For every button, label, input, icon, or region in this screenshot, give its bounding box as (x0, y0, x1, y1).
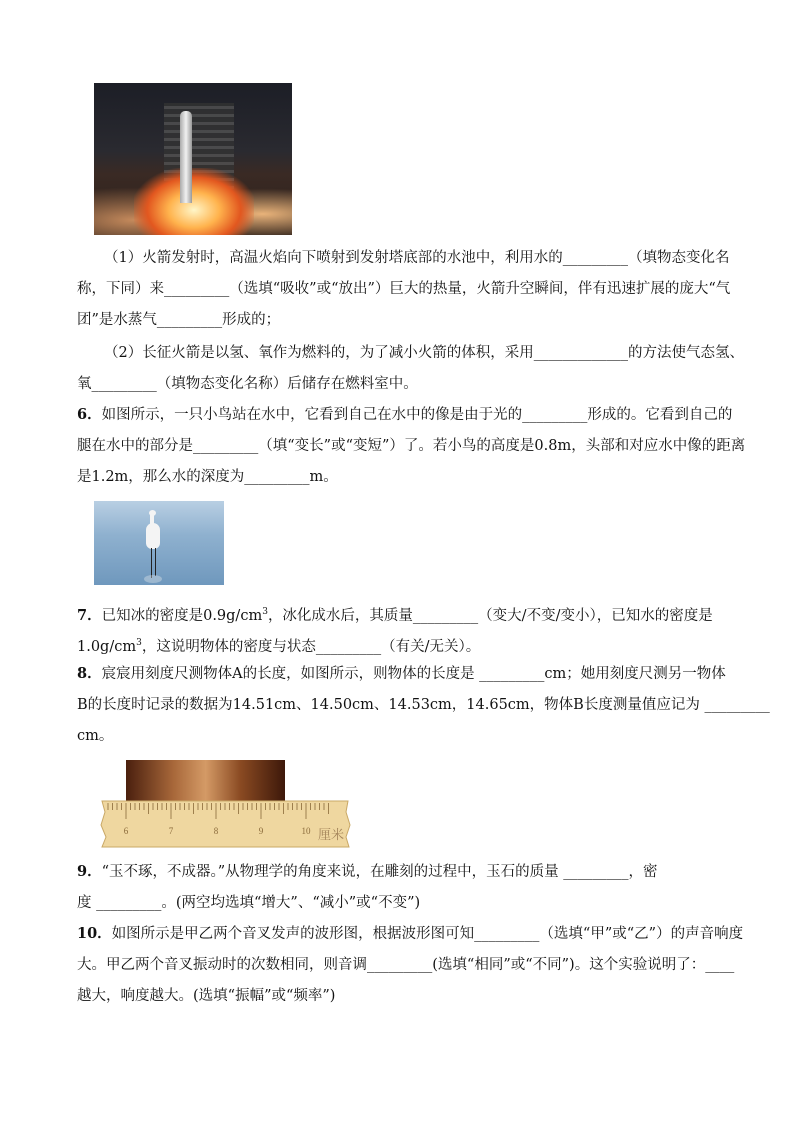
tick-label: 9 (258, 826, 264, 836)
q7-line2 (77, 633, 480, 657)
bird-head (149, 510, 156, 516)
q5-part1-line1: （1）火箭发射时，高温火焰向下喷射到发射塔底部的水池中，利用水的_________（填物态变化名 (104, 250, 730, 266)
q7-text-1a: 已知冰的密度是0.9g/cm (101, 608, 263, 624)
tick-label: 8 (213, 826, 219, 836)
question-number: 8． (77, 665, 102, 682)
q8-line2: B的长度时记录的数据为14.51cm、14.50cm、14.53cm，14.65cm，物体B长度测量值应记为 _________ (77, 697, 770, 713)
ruler-body (101, 801, 350, 847)
q7-text-1b: ，冰化成水后，其质量_________（变大/不变/变小），已知水的密度是 (267, 608, 713, 624)
q7-text-2a: 1.0g/cm (77, 639, 137, 655)
ruler-measurement-figure (96, 757, 354, 850)
q7-line1 (77, 602, 713, 626)
question-number: 6． (77, 406, 102, 423)
ruler-unit: 厘米 (318, 828, 345, 843)
superscript: 3 (136, 638, 142, 648)
q9-line1 (77, 862, 658, 882)
q10-line1 (77, 924, 743, 944)
q5-part2-line2: 氧_________（填物态变化名称）后储存在燃料室中。 (77, 376, 418, 392)
question-number: 7． (77, 607, 102, 624)
q7-text-2b: ，这说明物体的密度与状态_________（有关/无关）。 (141, 639, 481, 655)
bird-reflection (144, 575, 162, 583)
rocket-body (180, 111, 192, 203)
question-number: 9． (77, 863, 102, 880)
bird-leg (151, 548, 152, 578)
q8-text-1: 宸宸用刻度尺测物体A的长度，如图所示，则物体的长度是 _________cm；她用刻度尺测另一物体 (101, 666, 726, 682)
q5-part1-line2: 称，下同）来_________（选填“吸收”或“放出”）巨大的热量，火箭升空瞬间，伴有迅速扩展的庞大“气 (77, 281, 731, 297)
rocket-launch-photo (94, 83, 292, 235)
q5-part1-line3: 团”是水蒸气_________形成的； (77, 312, 281, 328)
q10-text-1: 如图所示是甲乙两个音叉发声的波形图，根据波形图可知_________（选填“甲”或“乙”）的声音响度 (111, 926, 744, 942)
q8-line1 (77, 664, 726, 684)
tick-label: 10 (301, 826, 311, 836)
tick-label: 7 (168, 826, 174, 836)
q9-text-1: “玉不琢，不成器。”从物理学的角度来说，在雕刻的过程中，玉石的质量 _________，密 (101, 864, 658, 880)
tick-label: 6 (123, 826, 129, 836)
q8-line3: cm。 (77, 728, 114, 744)
egret-in-water-photo (94, 501, 224, 585)
bird-leg (155, 548, 156, 576)
q5-part2-line1: （2）长征火箭是以氢、氧作为燃料的，为了减小火箭的体积，采用_____________的方法使气态氢、 (104, 345, 744, 361)
superscript: 3 (262, 607, 268, 617)
object-a (126, 760, 285, 803)
rocket-flame (134, 168, 254, 235)
q6-text-1: 如图所示，一只小鸟站在水中，它看到自己在水中的像是由于光的_________形成的。它看到自己的 (101, 407, 733, 423)
q6-line1 (77, 405, 732, 425)
q10-line3: 越大，响度越大。(选填“振幅”或“频率”) (77, 988, 336, 1004)
q6-line2: 腿在水中的部分是_________（填“变长”或“变短”）了。若小鸟的高度是0.8m，头部和对应水中像的距离 (77, 438, 746, 454)
q9-line2: 度 _________。(两空均选填“增大”、“减小”或“不变”) (77, 895, 421, 911)
bird-body (146, 523, 160, 549)
q6-line3: 是1.2m，那么水的深度为_________m。 (77, 469, 338, 485)
question-number: 10． (77, 925, 112, 942)
q10-line2: 大。甲乙两个音叉振动时的次数相同，则音调_________(选填“相同”或“不同”)。这个实验说明了：____ (77, 957, 735, 973)
